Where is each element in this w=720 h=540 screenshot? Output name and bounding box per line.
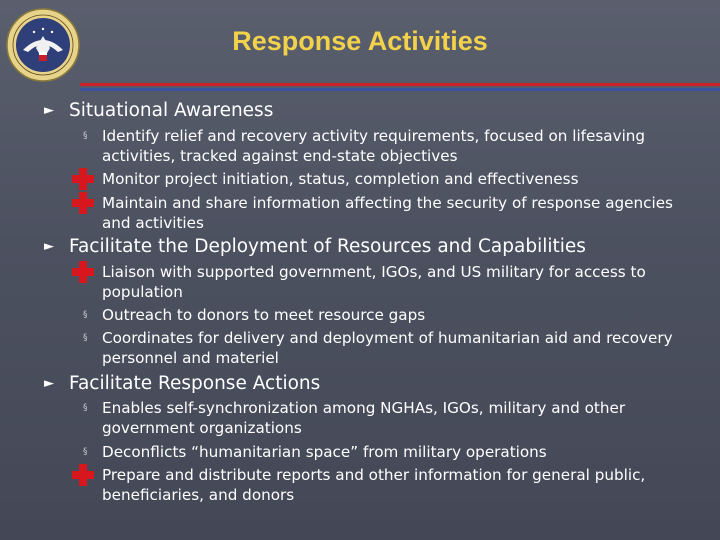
list-item: Coordinates for delivery and deployment of humanitarian aid and recovery personnel and materiel xyxy=(102,329,673,367)
section-heading: Facilitate Response Actions xyxy=(69,373,321,394)
list-item: Maintain and share information affecting the security of response agencies and activities xyxy=(102,194,673,232)
level1-bullet-marker: ► xyxy=(44,376,54,391)
title-rule-red xyxy=(80,83,720,86)
list-item: Prepare and distribute reports and other information for general public, beneficiaries, and donors xyxy=(102,466,646,504)
level1-bullet-marker: ► xyxy=(44,239,54,254)
red-cross-icon xyxy=(72,192,94,214)
list-item: Outreach to donors to meet resource gaps xyxy=(102,306,426,324)
red-cross-icon xyxy=(72,261,94,283)
level2-bullet-marker: § xyxy=(83,333,88,343)
list-item: Liaison with supported government, IGOs, and US military for access to population xyxy=(102,263,646,301)
section-heading: Facilitate the Deployment of Resources and Capabilities xyxy=(69,236,586,257)
list-item: Identify relief and recovery activity requirements, focused on lifesaving activities, tracked against end-state objectives xyxy=(102,127,646,165)
level2-bullet-marker: § xyxy=(83,131,88,141)
list-item: Deconflicts “humanitarian space” from military operations xyxy=(102,443,547,461)
level2-bullet-marker: § xyxy=(83,310,88,320)
red-cross-icon xyxy=(72,464,94,486)
level2-bullet-marker: § xyxy=(83,403,88,413)
slide-title: Response Activities xyxy=(232,26,488,56)
department-of-defense-seal-icon xyxy=(6,8,80,82)
title-rule-blue xyxy=(80,88,720,91)
level2-bullet-marker: § xyxy=(83,447,88,457)
level1-bullet-marker: ► xyxy=(44,103,54,118)
list-item: Enables self-synchronization among NGHAs, IGOs, military and other government organizations xyxy=(102,399,626,437)
list-item: Monitor project initiation, status, completion and effectiveness xyxy=(102,170,579,188)
red-cross-icon xyxy=(72,168,94,190)
section-heading: Situational Awareness xyxy=(69,100,274,121)
